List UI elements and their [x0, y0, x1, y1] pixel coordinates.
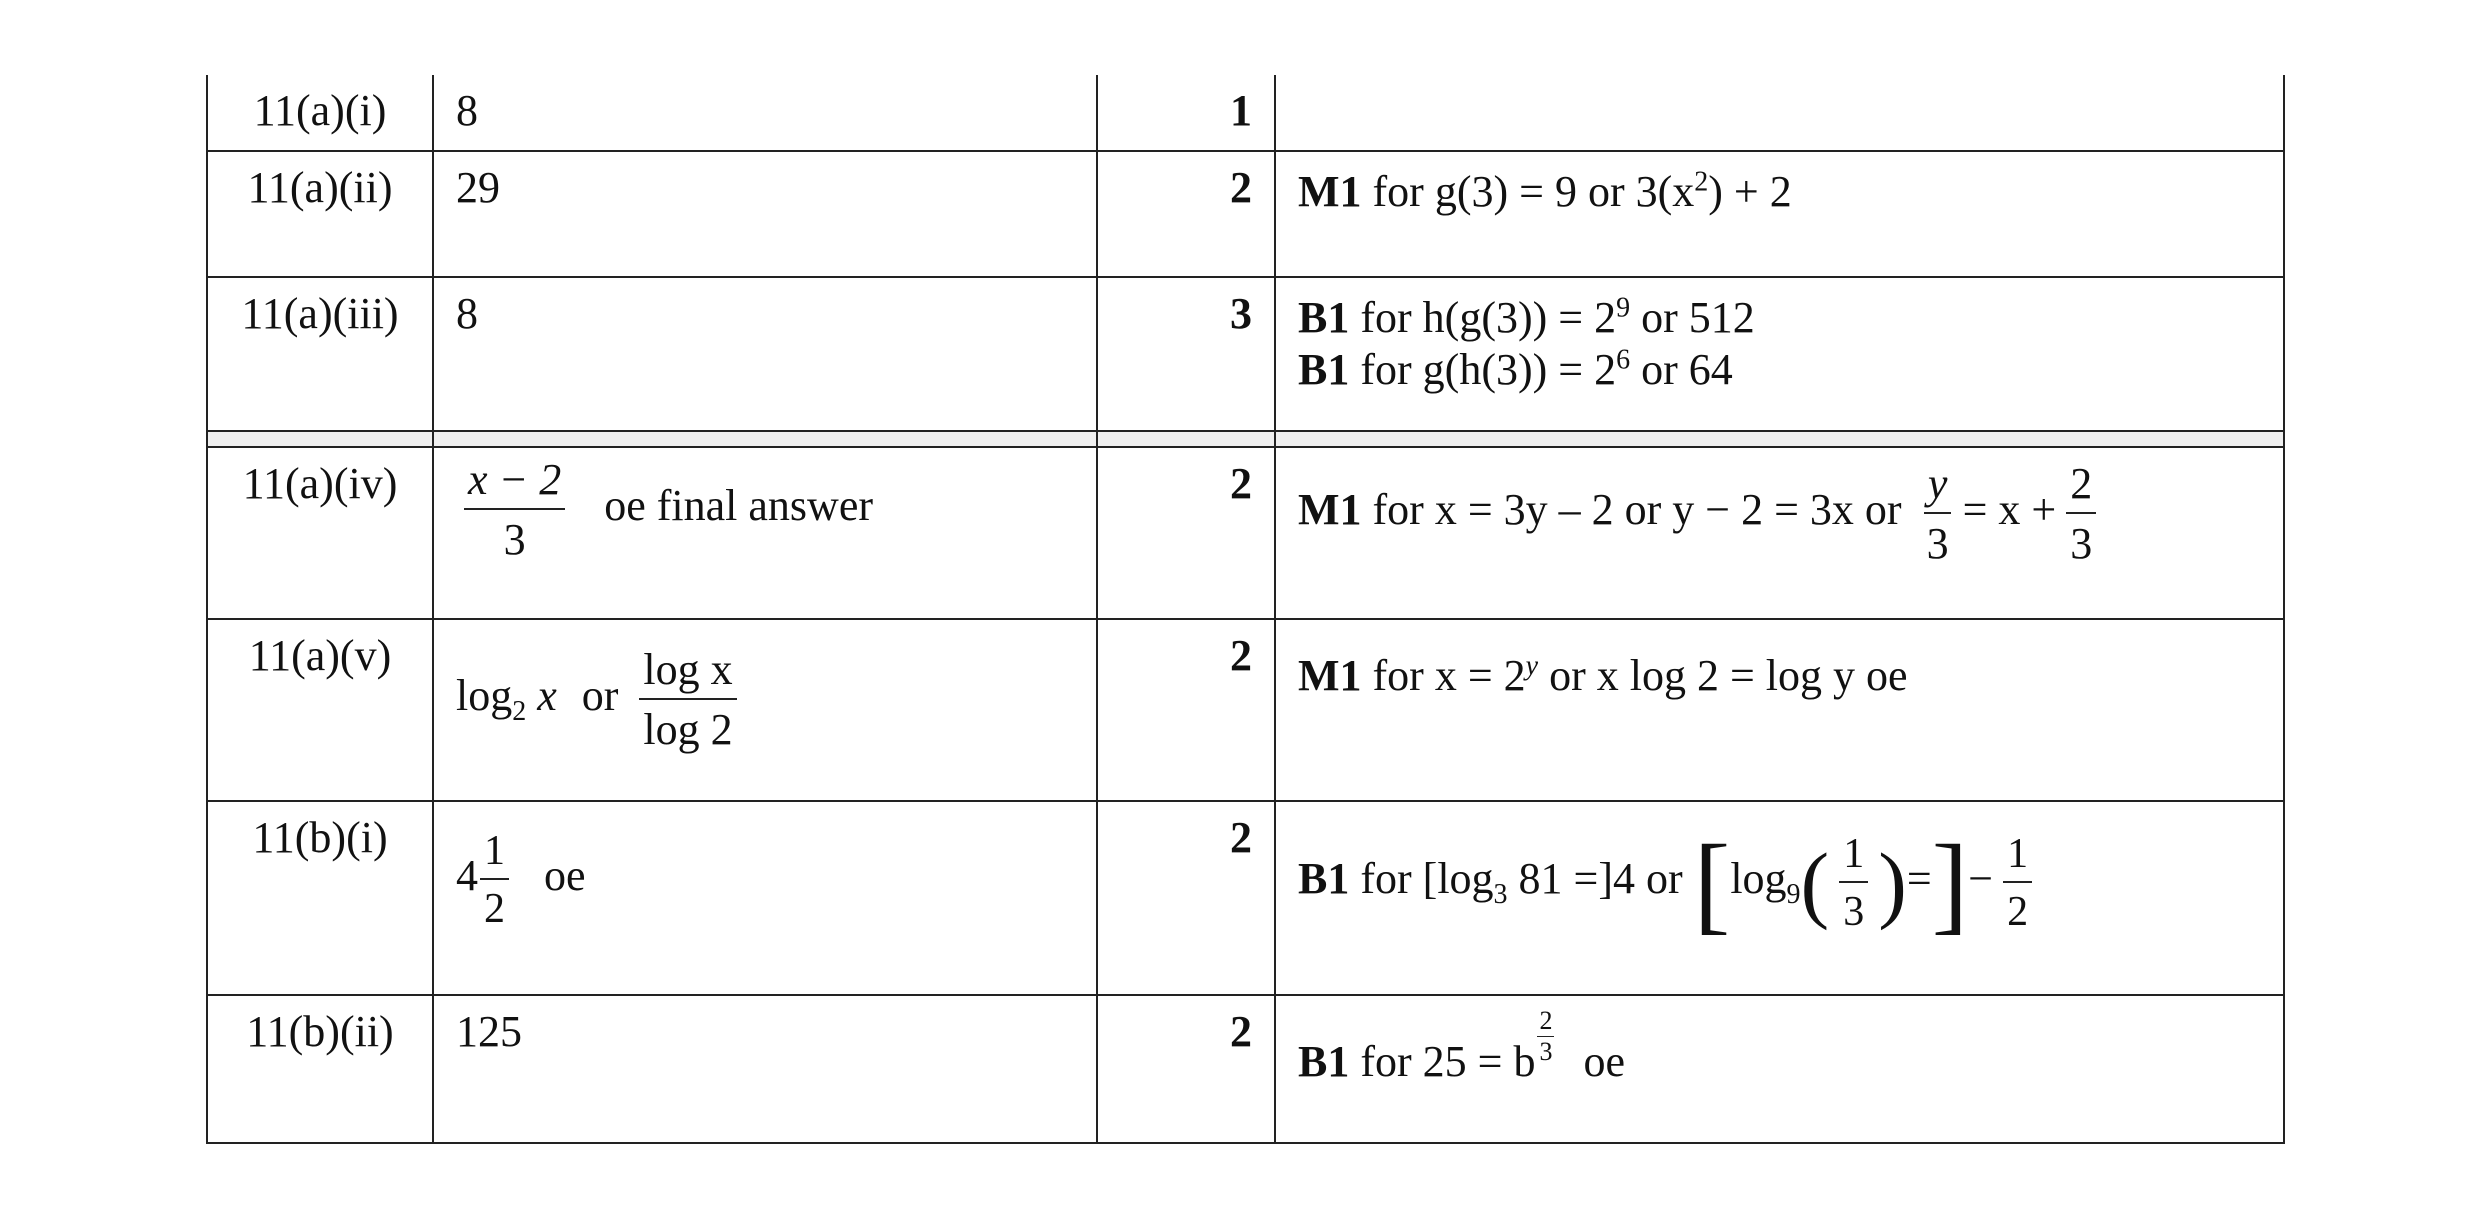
denominator: 3 [1843, 889, 1865, 935]
guidance [1275, 801, 2284, 995]
answer [433, 619, 1097, 801]
mark-scheme-table [206, 75, 2285, 1144]
open-paren-glyph: ( [1800, 835, 1830, 931]
guidance-text: for x = 3y – 2 or y − 2 = 3x or [1372, 485, 1902, 535]
close-bracket-glyph: ] [1931, 822, 1969, 944]
question-number: 11(a)(v) [207, 619, 433, 801]
table-row [207, 277, 2284, 431]
guidance-tail: or 512 [1630, 293, 1755, 342]
fraction [1839, 833, 1868, 933]
exponent: y [1525, 650, 1539, 682]
table-gap-row [207, 431, 2284, 447]
answer-fraction [480, 830, 509, 930]
denominator: 3 [1539, 1037, 1553, 1066]
fractional-exponent [1537, 1008, 1554, 1065]
guidance-tail: or 64 [1630, 345, 1733, 394]
marks: 2 [1097, 619, 1275, 801]
table-row [207, 75, 2284, 151]
marks: 2 [1097, 151, 1275, 277]
marks: 3 [1097, 277, 1275, 431]
whole-number: 4 [456, 851, 478, 901]
guidance-mid: 81 =]4 or [1507, 854, 1683, 904]
answer-note: oe final answer [604, 481, 874, 531]
answer: 125 [433, 995, 1097, 1143]
guidance-tail: or x log 2 = log y oe [1538, 651, 1908, 700]
answer: 8 [433, 277, 1097, 431]
guidance [1275, 75, 2284, 151]
exponent: 6 [1616, 344, 1631, 376]
numerator: y [1924, 462, 1952, 514]
marks: 2 [1097, 447, 1275, 619]
exponent: 2 [1694, 166, 1709, 198]
guidance-mid: = x + [1962, 485, 2057, 535]
guidance-text: for x = 2 [1372, 651, 1526, 700]
fraction [2066, 459, 2096, 568]
guidance-line [1298, 292, 2283, 344]
fraction [2003, 833, 2032, 933]
mark-code: B1 [1298, 1037, 1350, 1086]
guidance-text: for g(h(3)) = 2 [1360, 345, 1617, 394]
guidance-tail: oe [1583, 1037, 1626, 1086]
denominator: 3 [503, 515, 526, 564]
mark-code: M1 [1298, 167, 1362, 216]
guidance-text: for h(g(3)) = 2 [1360, 293, 1617, 342]
mark-code: B1 [1298, 854, 1350, 904]
answer: 29 [433, 151, 1097, 277]
guidance [1275, 277, 2284, 431]
denominator: 2 [484, 886, 505, 932]
mark-code: M1 [1298, 485, 1362, 535]
numerator: log x [639, 648, 736, 700]
answer-or: or [581, 671, 619, 721]
guidance-text: for g(3) = 9 or 3(x [1372, 167, 1695, 216]
table-row [207, 995, 2284, 1143]
fraction [1923, 459, 1953, 568]
minus-sign: − [1968, 854, 1994, 904]
question-number: 11(a)(iii) [207, 277, 433, 431]
marks: 2 [1097, 995, 1275, 1143]
answer-log: log [456, 671, 513, 721]
numerator: x − 2 [464, 458, 565, 510]
numerator: 1 [1839, 833, 1868, 883]
question-number: 11(a)(ii) [207, 151, 433, 277]
question-number: 11(a)(i) [207, 75, 433, 151]
guidance-line [1298, 344, 2283, 396]
equals-sign: = [1906, 854, 1932, 904]
numerator: 2 [2066, 462, 2096, 514]
marks: 1 [1097, 75, 1275, 151]
log-text: log [1730, 854, 1787, 904]
guidance [1275, 447, 2284, 619]
log-base: 3 [1493, 878, 1508, 910]
question-number: 11(b)(i) [207, 801, 433, 995]
denominator: 2 [2007, 889, 2029, 935]
table-row [207, 619, 2284, 801]
answer-fraction [639, 645, 736, 754]
table-row [207, 801, 2284, 995]
close-paren-glyph: ) [1878, 835, 1907, 931]
open-bracket-glyph: [ [1693, 822, 1731, 944]
denominator: log 2 [643, 705, 733, 754]
numerator: 1 [480, 830, 509, 880]
exponent: 9 [1616, 292, 1631, 324]
log-base: 9 [1786, 878, 1801, 910]
answer-variable: x [537, 671, 557, 721]
guidance-tail: ) + 2 [1708, 167, 1792, 216]
answer [433, 447, 1097, 619]
mark-code: M1 [1298, 651, 1362, 700]
guidance [1275, 619, 2284, 801]
question-number: 11(a)(iv) [207, 447, 433, 619]
denominator: 3 [2070, 519, 2093, 568]
guidance-text: for 25 = b [1360, 1037, 1536, 1086]
table-row [207, 151, 2284, 277]
numerator: 1 [2003, 833, 2032, 883]
answer [433, 801, 1097, 995]
marks: 2 [1097, 801, 1275, 995]
answer-note: oe [544, 851, 586, 901]
mark-code: B1 [1298, 345, 1350, 394]
log-base: 2 [512, 695, 527, 727]
numerator: 2 [1539, 1006, 1553, 1035]
question-number: 11(b)(ii) [207, 995, 433, 1143]
answer-fraction [464, 455, 565, 564]
guidance-text: for [log [1360, 854, 1494, 904]
denominator: 3 [1926, 519, 1949, 568]
guidance [1275, 995, 2284, 1143]
mark-code: B1 [1298, 293, 1350, 342]
table-row [207, 447, 2284, 619]
answer: 8 [433, 75, 1097, 151]
guidance [1275, 151, 2284, 277]
